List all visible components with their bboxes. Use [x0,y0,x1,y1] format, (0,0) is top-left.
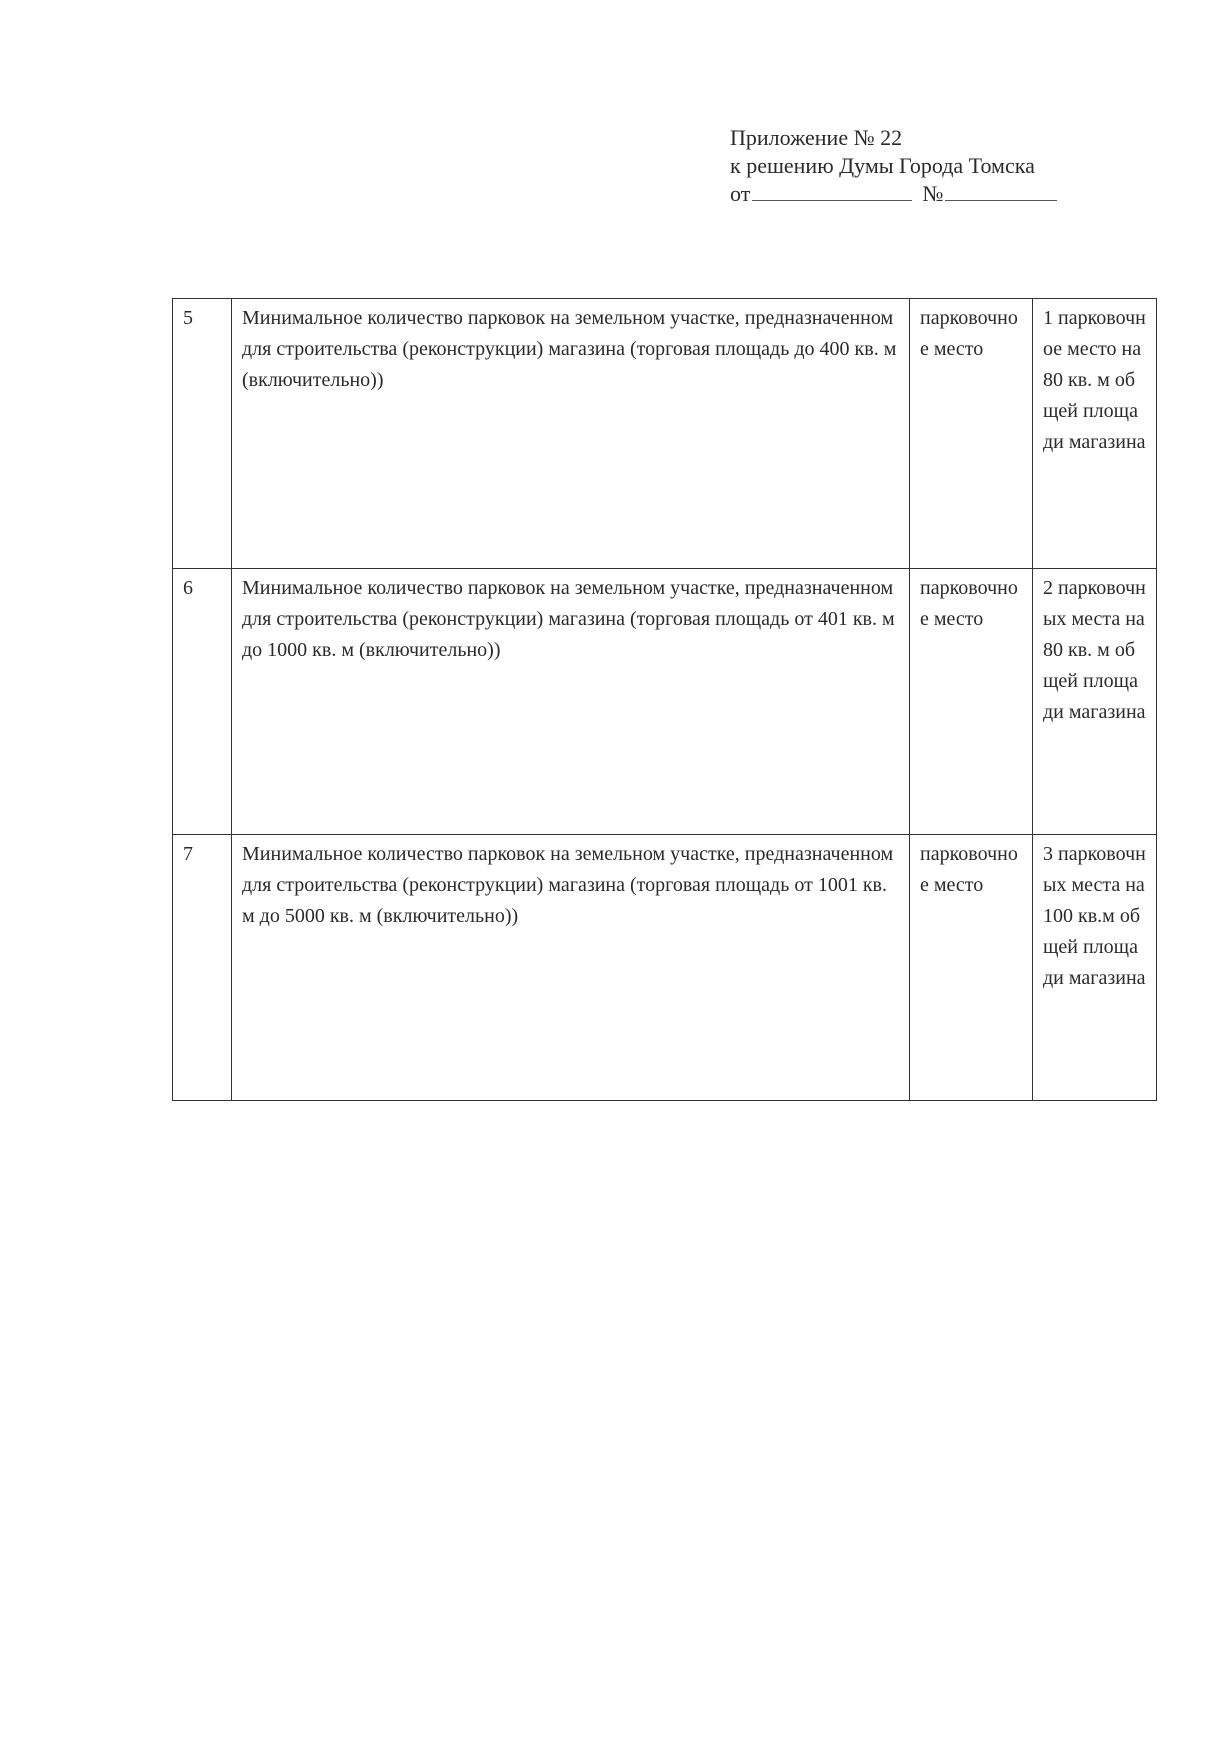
row-value: 3 парковочных места на 100 кв.м общей площади магазина [1033,835,1157,1101]
date-number-line [730,180,1057,208]
appendix-header [730,124,1057,208]
row-unit: парковочное место [910,569,1033,835]
row-description: Минимальное количество парковок на земельном участке, предназначенном для строительства (реконструкции) магазина (торговая площадь от 401 кв. м до 1000 кв. м (включительно)) [232,569,910,835]
row-number: 6 [173,569,232,835]
number-label: № [922,181,944,206]
date-label: от [730,181,751,206]
table-row [173,835,1157,1101]
row-unit: парковочное место [910,299,1033,569]
table-row [173,299,1157,569]
number-blank-field [945,180,1057,201]
row-description: Минимальное количество парковок на земельном участке, предназначенном для строительства (реконструкции) магазина (торговая площадь от 1001 кв. м до 5000 кв. м (включительно)) [232,835,910,1101]
date-blank-field [752,180,912,201]
row-value: 1 парковочное место на 80 кв. м общей площади магазина [1033,299,1157,569]
row-number: 7 [173,835,232,1101]
table-row [173,569,1157,835]
decision-reference: к решению Думы Города Томска [730,153,1035,178]
row-number: 5 [173,299,232,569]
row-unit: парковочное место [910,835,1033,1101]
row-description: Минимальное количество парковок на земельном участке, предназначенном для строительства (реконструкции) магазина (торговая площадь до 400 кв. м (включительно)) [232,299,910,569]
appendix-number: Приложение № 22 [730,125,903,150]
parking-norms-table [172,298,1157,1101]
row-value: 2 парковочных места на 80 кв. м общей площади магазина [1033,569,1157,835]
